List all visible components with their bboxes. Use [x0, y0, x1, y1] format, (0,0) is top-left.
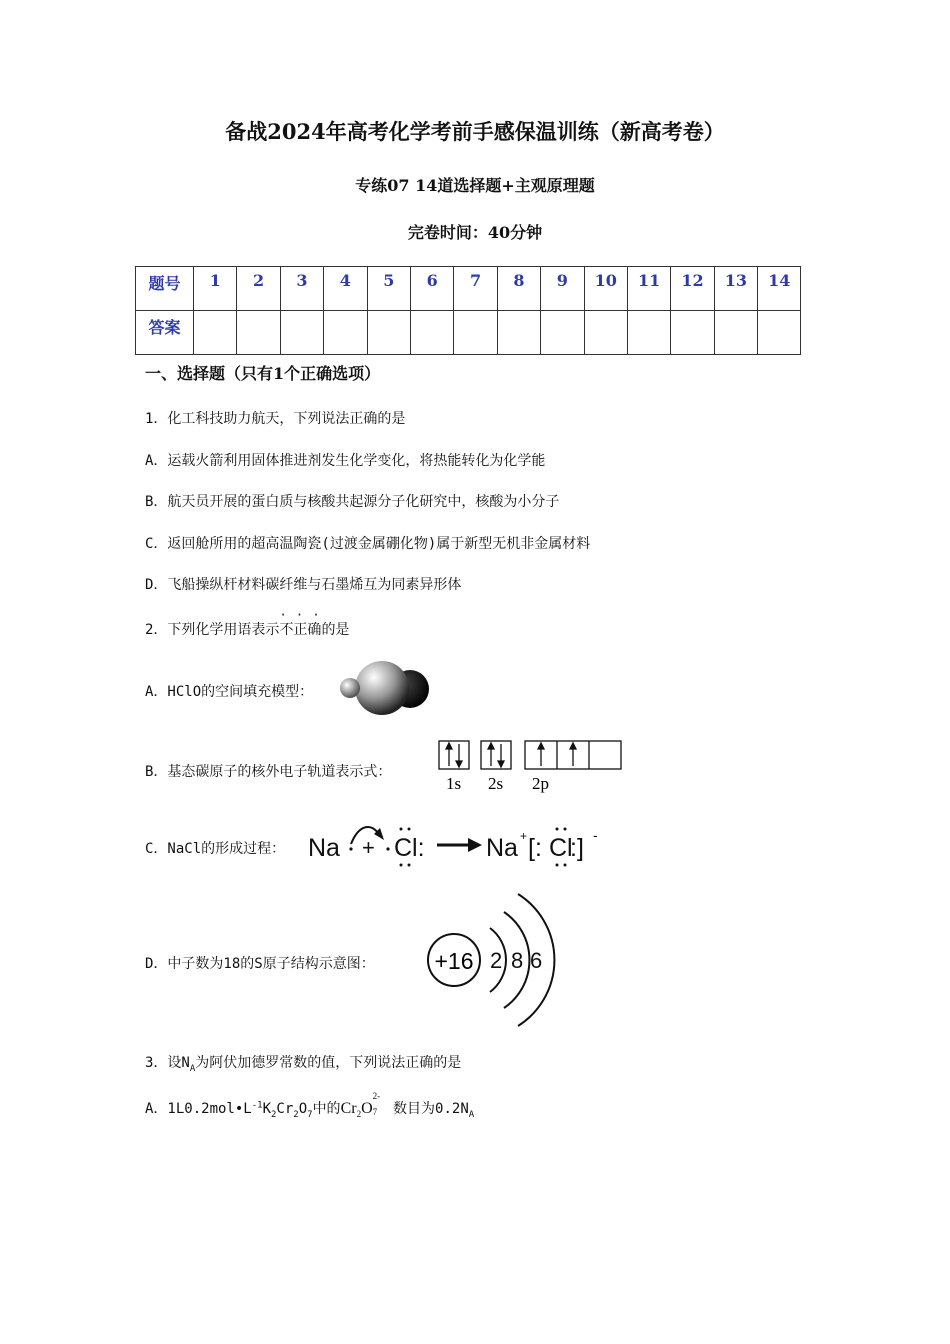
ion-cr-sub: 2	[356, 1109, 362, 1120]
q2-option-a: A．HClO的空间填充模型：	[145, 684, 314, 700]
q1-option-c: C．返回舱所用的超高温陶瓷(过渡金属硼化物)属于新型无机非金属材料	[145, 536, 591, 552]
q3-a-post-sub: A	[468, 1109, 475, 1120]
answer-cell[interactable]	[758, 311, 801, 355]
answer-cell[interactable]	[280, 311, 323, 355]
ion-o: O	[361, 1100, 373, 1117]
label-2p: 2p	[532, 774, 549, 793]
shell-2-electrons: 8	[511, 948, 524, 973]
question-number-cell: 10	[584, 267, 627, 311]
shell-3-electrons: 6	[530, 948, 543, 973]
page-title: 备战2024年高考化学考前手感保温训练（新高考卷）	[225, 119, 725, 144]
q3-stem-pre: 3．设N	[145, 1055, 190, 1071]
question-number-cell: 7	[454, 267, 497, 311]
na-ion-charge: +	[520, 829, 528, 843]
q3-stem-sub: A	[189, 1063, 196, 1074]
answer-cell[interactable]	[497, 311, 540, 355]
q3-a-k: K	[262, 1101, 271, 1117]
nacl-formation-diagram	[304, 818, 604, 870]
q3-a-o: O	[298, 1101, 308, 1117]
answer-cell[interactable]	[584, 311, 627, 355]
answer-cell[interactable]	[541, 311, 584, 355]
bracket-open: [:	[528, 834, 542, 862]
carbon-orbital-diagram	[436, 738, 628, 796]
q1-option-d: D．飞船操纵杆材料碳纤维与石墨烯互为同素异形体	[145, 577, 462, 593]
q2-stem-emphasis: · · · 不正确	[279, 622, 321, 638]
q3-a-o-sub: 7	[307, 1109, 313, 1120]
question-number-cell: 2	[237, 267, 280, 311]
ion-o-scripts	[372, 1091, 385, 1117]
question-number-cell: 3	[280, 267, 323, 311]
question-number-cell: 14	[758, 267, 801, 311]
answer-table	[135, 266, 801, 355]
row-label-number: 题号	[136, 267, 194, 311]
shell-1-electrons: 2	[490, 948, 503, 973]
exam-time: 完卷时间：40分钟	[407, 223, 543, 242]
na-ion-symbol: Na	[486, 834, 518, 862]
question-number-cell: 8	[497, 267, 540, 311]
answer-cell[interactable]	[671, 311, 714, 355]
bracket-close: :]	[570, 834, 584, 862]
question-number-cell: 13	[714, 267, 757, 311]
answer-cell[interactable]	[454, 311, 497, 355]
q2-option-b: B．基态碳原子的核外电子轨道表示式：	[145, 764, 392, 780]
orbital-2s-box	[481, 741, 511, 769]
table-row-numbers	[136, 267, 801, 311]
orbital-1s-box	[439, 741, 469, 769]
answer-cell[interactable]	[714, 311, 757, 355]
q3-a-post: 数目为0.2N	[384, 1101, 469, 1117]
label-2s: 2s	[488, 774, 504, 793]
question-number-cell: 12	[671, 267, 714, 311]
question-number-cell: 11	[627, 267, 670, 311]
page-subtitle: 专练07 14道选择题+主观原理题	[355, 176, 595, 195]
answer-cell[interactable]	[627, 311, 670, 355]
q3-a-cr: Cr	[276, 1101, 294, 1117]
q1-option-b: B．航天员开展的蛋白质与核酸共起源分子化研究中，核酸为小分子	[145, 494, 560, 510]
q3-a-conc-sup: -1	[251, 1100, 263, 1111]
ion-cr: Cr	[340, 1100, 357, 1117]
q3-a-cr-sub: 2	[293, 1109, 299, 1120]
answer-cell[interactable]	[367, 311, 410, 355]
q2-option-d: D．中子数为18的S原子结构示意图：	[145, 956, 375, 972]
question-number-cell: 1	[194, 267, 237, 311]
q2-stem-pre: 2．下列化学用语表示	[145, 622, 280, 638]
ion-charge: 2-	[372, 1091, 381, 1101]
q3-a-conc: A．1L0.2mol•L	[145, 1101, 252, 1117]
question-number-cell: 5	[367, 267, 410, 311]
plus-sign: +	[362, 835, 375, 860]
table-row-answers	[136, 311, 801, 355]
q2-stem	[145, 619, 349, 639]
q3-stem-post: 为阿伏加德罗常数的值，下列说法正确的是	[195, 1055, 462, 1071]
q3-a-k-sub: 2	[271, 1109, 277, 1120]
q2-stem-post: 的是	[321, 622, 350, 638]
answer-cell[interactable]	[324, 311, 367, 355]
section-title: 一、选择题（只有1个正确选项）	[145, 364, 381, 383]
q3-stem	[145, 1052, 461, 1074]
chlorine-atom	[355, 661, 409, 715]
q2-option-c: C．NaCl的形成过程：	[145, 841, 286, 857]
answer-cell[interactable]	[194, 311, 237, 355]
sulfur-atom-structure-diagram	[424, 890, 564, 1030]
dichromate-ion	[340, 1091, 385, 1120]
label-1s: 1s	[446, 774, 462, 793]
row-label-answer: 答案	[136, 311, 194, 355]
answer-cell[interactable]	[237, 311, 280, 355]
q1-option-a: A．运载火箭利用固体推进剂发生化学变化，将热能转化为化学能	[145, 453, 546, 469]
q1-stem: 1．化工科技助力航天，下列说法正确的是	[145, 411, 406, 427]
question-number-cell: 4	[324, 267, 367, 311]
cl-symbol: Cl:	[394, 834, 425, 862]
q3-a-mid: 中的	[312, 1101, 341, 1117]
q3-option-a	[145, 1091, 475, 1120]
cl-ion-symbol: Cl	[549, 834, 573, 862]
answer-cell[interactable]	[410, 311, 453, 355]
hclo-space-filling-model	[338, 660, 434, 720]
hydrogen-atom	[340, 678, 360, 698]
question-number-cell: 6	[410, 267, 453, 311]
na-symbol: Na	[308, 834, 340, 862]
ion-o-sub: 7	[372, 1107, 378, 1117]
nucleus-charge: +16	[434, 948, 474, 974]
cl-ion-charge: -	[593, 827, 598, 843]
question-number-cell: 9	[541, 267, 584, 311]
